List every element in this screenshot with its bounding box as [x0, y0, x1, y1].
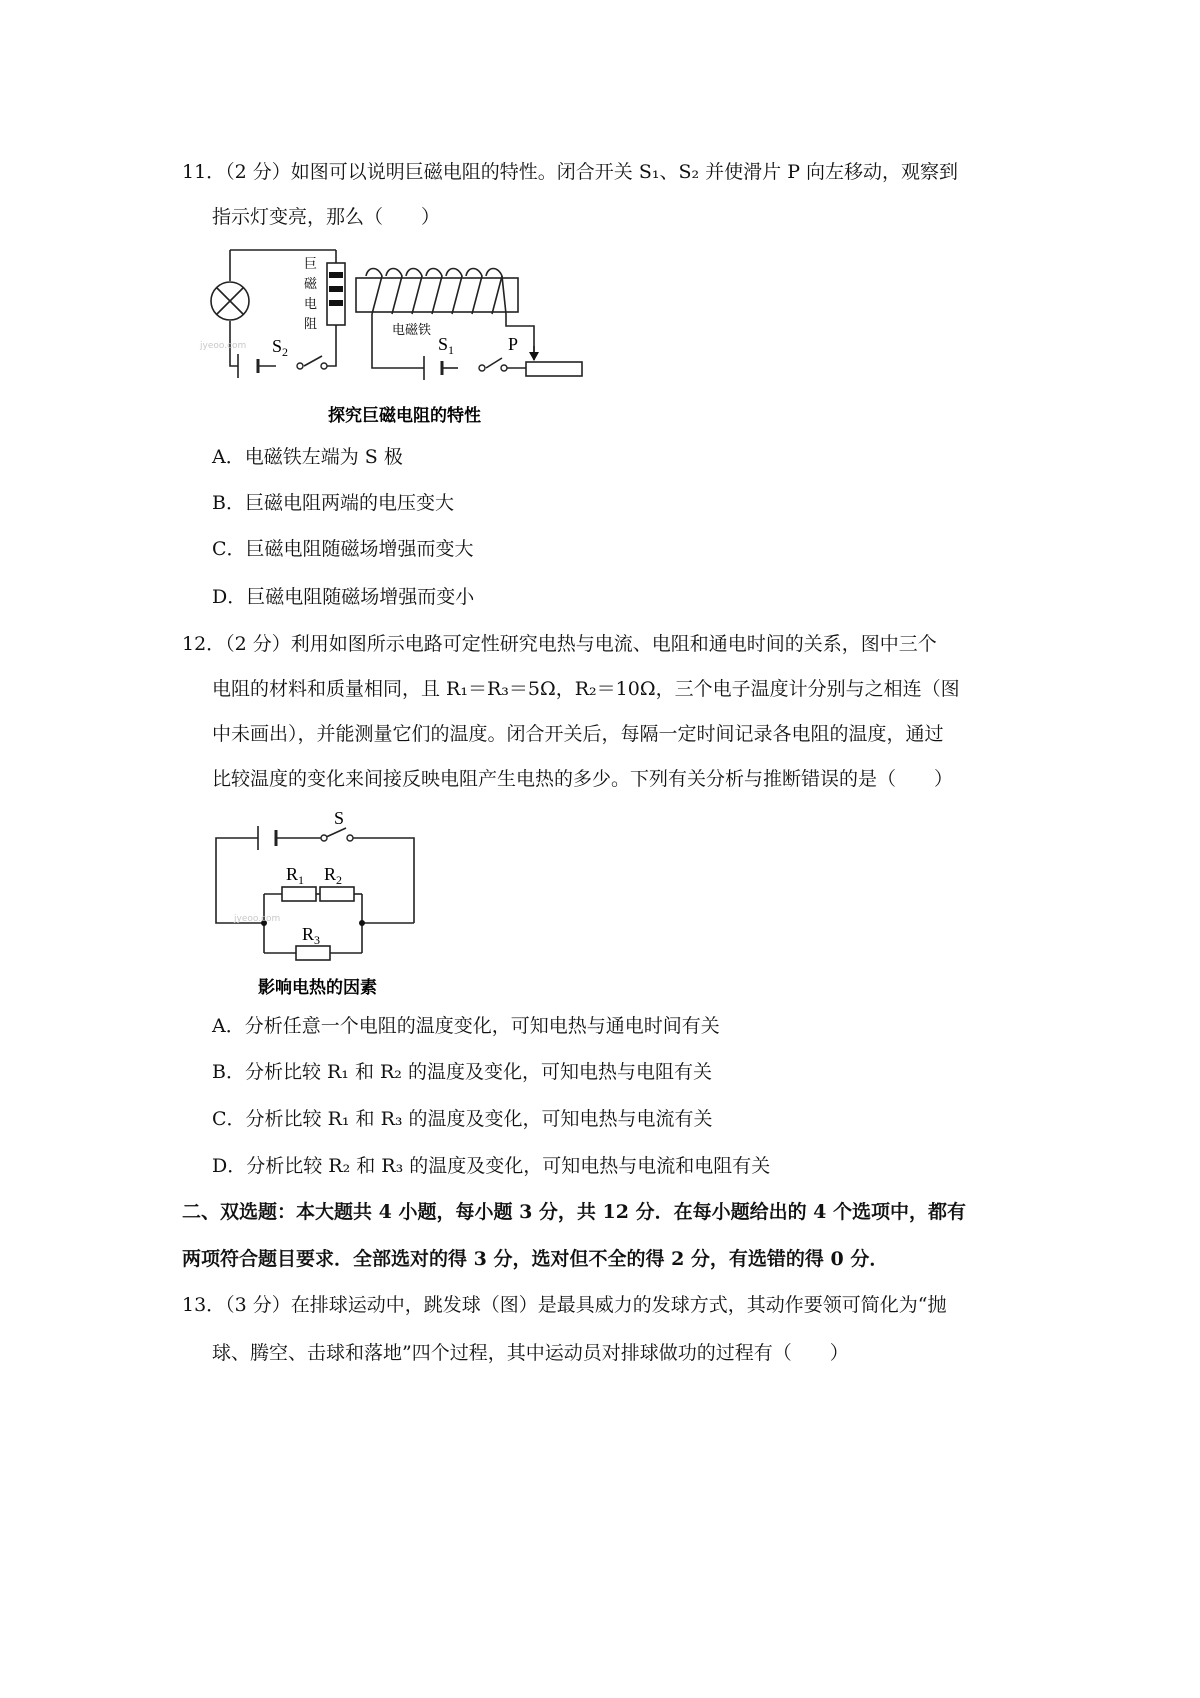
battery-icon [238, 354, 258, 378]
s2-label: $S_2$ [272, 336, 289, 359]
gmr-char-4: 阻 [304, 317, 318, 332]
s-label: S [334, 808, 345, 828]
q11-option-d: D．巨磁电阻随磁场增强而变小 [212, 586, 475, 608]
resistor-r1-icon [282, 887, 316, 901]
switch-s-icon [321, 835, 353, 841]
q12-stem-line2: 电阻的材料和质量相同，且 R₁＝R₃＝5Ω，R₂＝10Ω，三个电子温度计分别与之相连（图 [212, 678, 960, 700]
q12-stem-line3: 中未画出），并能测量它们的温度。闭合开关后，每隔一定时间记录各电阻的温度，通过 [212, 723, 944, 745]
figure-caption: 影响电热的因素 [258, 978, 377, 998]
q11-option-b: B．巨磁电阻两端的电压变大 [212, 492, 454, 514]
heat-circuit-figure [210, 808, 430, 998]
q12-option-b: B．分析比较 R₁ 和 R₂ 的温度及变化，可知电热与电阻有关 [212, 1061, 712, 1083]
section2-header-line2: 两项符合题目要求．全部选对的得 3 分，选对但不全的得 2 分，有选错的得 0 分． [182, 1248, 889, 1270]
gmr-char-3: 电 [304, 297, 318, 312]
q12-option-d: D．分析比较 R₂ 和 R₃ 的温度及变化，可知电热与电流和电阻有关 [212, 1155, 771, 1177]
resistor-r3-icon [296, 946, 330, 960]
gmr-resistor-icon [327, 263, 345, 325]
watermark: jyeoo.com [200, 341, 247, 351]
q12-stem-line4: 比较温度的变化来间接反映电阻产生电热的多少。下列有关分析与推断错误的是（ ） [212, 768, 954, 790]
gmr-circuit-figure [196, 246, 636, 426]
q11-stem-line2: 指示灯变亮，那么（ ） [212, 206, 441, 228]
q13-stem-line2: 球、腾空、击球和落地”四个过程，其中运动员对排球做功的过程有（ ） [212, 1342, 849, 1364]
s1-label: $S_1$ [438, 334, 455, 357]
r1-label: $R_1$ [286, 864, 305, 887]
q12-option-c: C．分析比较 R₁ 和 R₃ 的温度及变化，可知电热与电流有关 [212, 1108, 713, 1130]
lamp-icon [211, 282, 249, 320]
p-label: P [508, 334, 519, 354]
q11-stem-line1: 11．（2 分）如图可以说明巨磁电阻的特性。闭合开关 S₁、S₂ 并使滑片 P 向左移动，观察到 [182, 161, 959, 183]
watermark: jyeoo.com [234, 914, 281, 924]
r2-label: $R_2$ [324, 864, 343, 887]
rheostat-icon [526, 346, 582, 376]
battery-icon [258, 826, 276, 850]
gmr-char-2: 磁 [304, 277, 318, 292]
q11-option-a: A．电磁铁左端为 S 极 [212, 446, 403, 468]
figure-caption: 探究巨磁电阻的特性 [328, 406, 481, 426]
q13-stem-line1: 13．（3 分）在排球运动中，跳发球（图）是最具威力的发球方式，其动作要领可简化为“抛 [182, 1294, 947, 1316]
q12-option-a: A．分析任意一个电阻的温度变化，可知电热与通电时间有关 [212, 1015, 720, 1037]
q12-stem-line1: 12．（2 分）利用如图所示电路可定性研究电热与电流、电阻和通电时间的关系，图中三个 [182, 633, 937, 655]
switch-s1-icon [479, 365, 507, 371]
q11-option-c: C．巨磁电阻随磁场增强而变大 [212, 538, 474, 560]
r3-label: $R_3$ [302, 924, 321, 947]
junction-dot-right [359, 920, 365, 926]
switch-s2-icon [297, 363, 327, 369]
battery-icon-right [424, 356, 442, 380]
section2-header-line1: 二、双选题：本大题共 4 小题，每小题 3 分，共 12 分．在每小题给出的 4 个选项中，都有 [182, 1201, 967, 1223]
resistor-r2-icon [320, 887, 354, 901]
electromagnet-label: 电磁铁 [392, 323, 432, 338]
gmr-char-1: 巨 [304, 257, 318, 272]
